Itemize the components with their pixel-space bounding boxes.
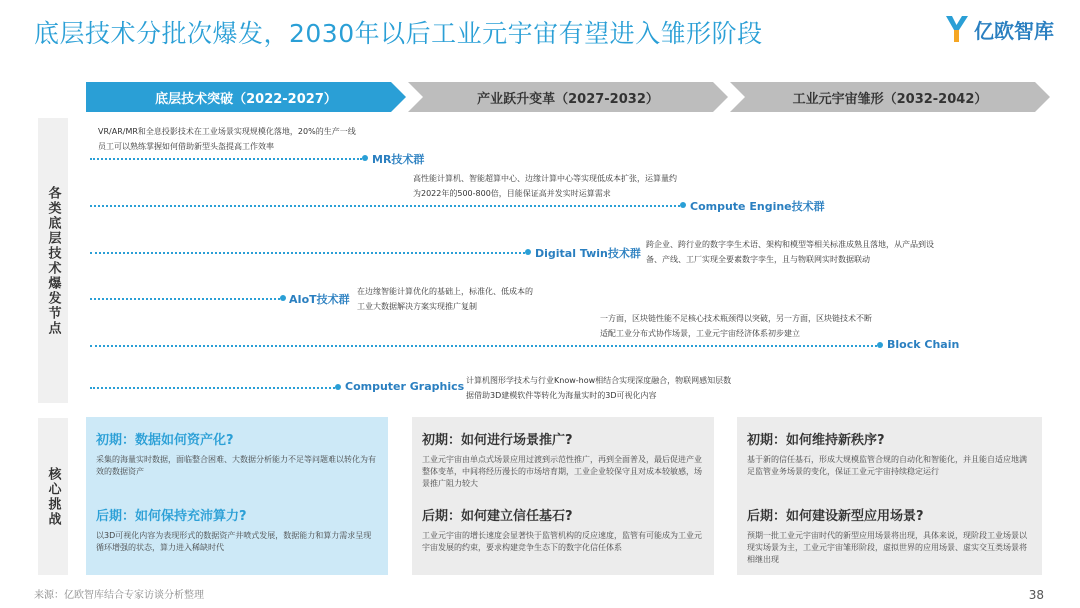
page-number: 38	[1028, 588, 1044, 602]
tech-desc-digital-twin: 跨企业、跨行业的数字孪生术语、架构和模型等相关标准成熟且落地，从产品到设备、产线、工厂实现全要素数字孪生，且与物联网实时数据联动	[646, 240, 934, 264]
timeline-node	[877, 342, 883, 348]
timeline-node	[280, 295, 286, 301]
timeline-node	[362, 155, 368, 161]
card-1-q1: 初期：数据如何资产化?	[96, 433, 234, 448]
timeline-node	[525, 249, 531, 255]
timeline-dots	[90, 252, 525, 254]
card-1-q2: 后期：如何保持充沛算力?	[96, 509, 247, 524]
source-footer: 来源：亿欧智库结合专家访谈分析整理	[34, 590, 204, 601]
tech-digital-twin: Digital Twin技术群	[535, 247, 641, 260]
tech-mr: MR技术群	[372, 153, 425, 166]
card-2-t1: 工业元宇宙由单点式场景应用过渡到示范性推广，再到全面普及，最后促进产业整体变革，中间将经历漫长的市场培育期，工业企业较保守且对成本较敏感，场景推广阻力较大	[422, 455, 702, 488]
phase-1	[86, 82, 406, 112]
tech-desc-computer-graphics: 计算机图形学技术与行业Know-how相结合实现深度融合，物联网感知层数据借助3D建模软件等转化为海量实时的3D可视化内容	[466, 376, 732, 400]
side-label-nodes: 各类底层技术爆发节点	[38, 118, 68, 403]
side-label-challenges: 核心挑战	[38, 418, 68, 575]
tech-desc-blockchain: 一方面，区块链性能不足核心技术瓶颈得以突破，另一方面，区块链技术不断适配工业分布式协作场景，工业元宇宙经济体系初步建立	[600, 314, 872, 338]
timeline-dots	[90, 345, 877, 347]
timeline-dots	[90, 205, 680, 207]
card-3-t1: 基于新的信任基石，形成大规模监管合规的自动化和智能化，并且能自适应地满足监管业务场景的变化，保证工业元宇宙持续稳定运行	[747, 455, 1027, 476]
phase-3-label: 工业元宇宙雏形（2032-2042）	[792, 91, 988, 107]
phase-2	[408, 82, 728, 112]
timeline-node	[680, 202, 686, 208]
card-3-t2: 预期一批工业元宇宙时代的新型应用场景将出现，具体来说，现阶段工业场景以现实场景为主，工业元宇宙雏形阶段，虚拟世界的应用场景、虚实交互类场景将相继出现	[747, 531, 1027, 564]
logo-icon	[944, 14, 970, 44]
phase-1-label: 底层技术突破（2022-2027）	[155, 91, 337, 107]
card-1-t2: 以3D可视化内容为表现形式的数据资产井喷式发展，数据能力和算力需求呈现循环增强的状态，算力进入稀缺时代	[96, 531, 372, 552]
timeline-node	[335, 384, 341, 390]
timeline-dots	[90, 298, 280, 300]
tech-aiot: AIoT技术群	[289, 293, 350, 306]
tech-computer-graphics: Computer Graphics	[345, 380, 465, 393]
phase-3	[730, 82, 1050, 112]
challenge-card-1	[86, 417, 388, 575]
logo	[944, 14, 1054, 44]
card-2-t2: 工业元宇宙的增长速度会显著快于监管机构的反应速度，监管有可能成为工业元宇宙发展的约束，要求构建竞争生态下的数字化信任体系	[422, 531, 702, 552]
challenge-card-2	[412, 417, 714, 575]
tech-desc-compute: 高性能计算机、智能超算中心、边缘计算中心等实现低成本扩张，运算量约为2022年的500-800倍，目能保证高并发实时运算需求	[413, 174, 677, 198]
timeline-dots	[90, 158, 362, 160]
phase-2-label: 产业跃升变革（2027-2032）	[477, 91, 659, 107]
card-2-q1: 初期：如何进行场景推广?	[422, 433, 573, 448]
challenge-card-3	[737, 417, 1042, 575]
card-2-q2: 后期：如何建立信任基石?	[422, 509, 573, 524]
tech-compute-engine: Compute Engine技术群	[690, 200, 825, 213]
logo-text: 亿欧智库	[974, 18, 1054, 43]
timeline-dots	[90, 387, 335, 389]
card-3-q2: 后期：如何建设新型应用场景?	[747, 509, 924, 524]
page-title: 底层技术分批次爆发，2030年以后工业元宇宙有望进入雏形阶段	[34, 19, 763, 48]
tech-desc-aiot: 在边缘智能计算优化的基础上，标准化、低成本的工业大数据解决方案实现推广复制	[357, 287, 533, 311]
tech-desc-mr: VR/AR/MR和全息投影技术在工业场景实现规模化落地，20%的生产一线员工可以熟练掌握如何借助新型头盔提高工作效率	[98, 127, 356, 151]
card-1-t1: 采集的海量实时数据，面临整合困难、大数据分析能力不足等问题难以转化为有效的数据资产	[96, 455, 376, 476]
tech-blockchain: Block Chain	[887, 338, 960, 351]
card-3-q1: 初期：如何维持新秩序?	[747, 433, 885, 448]
